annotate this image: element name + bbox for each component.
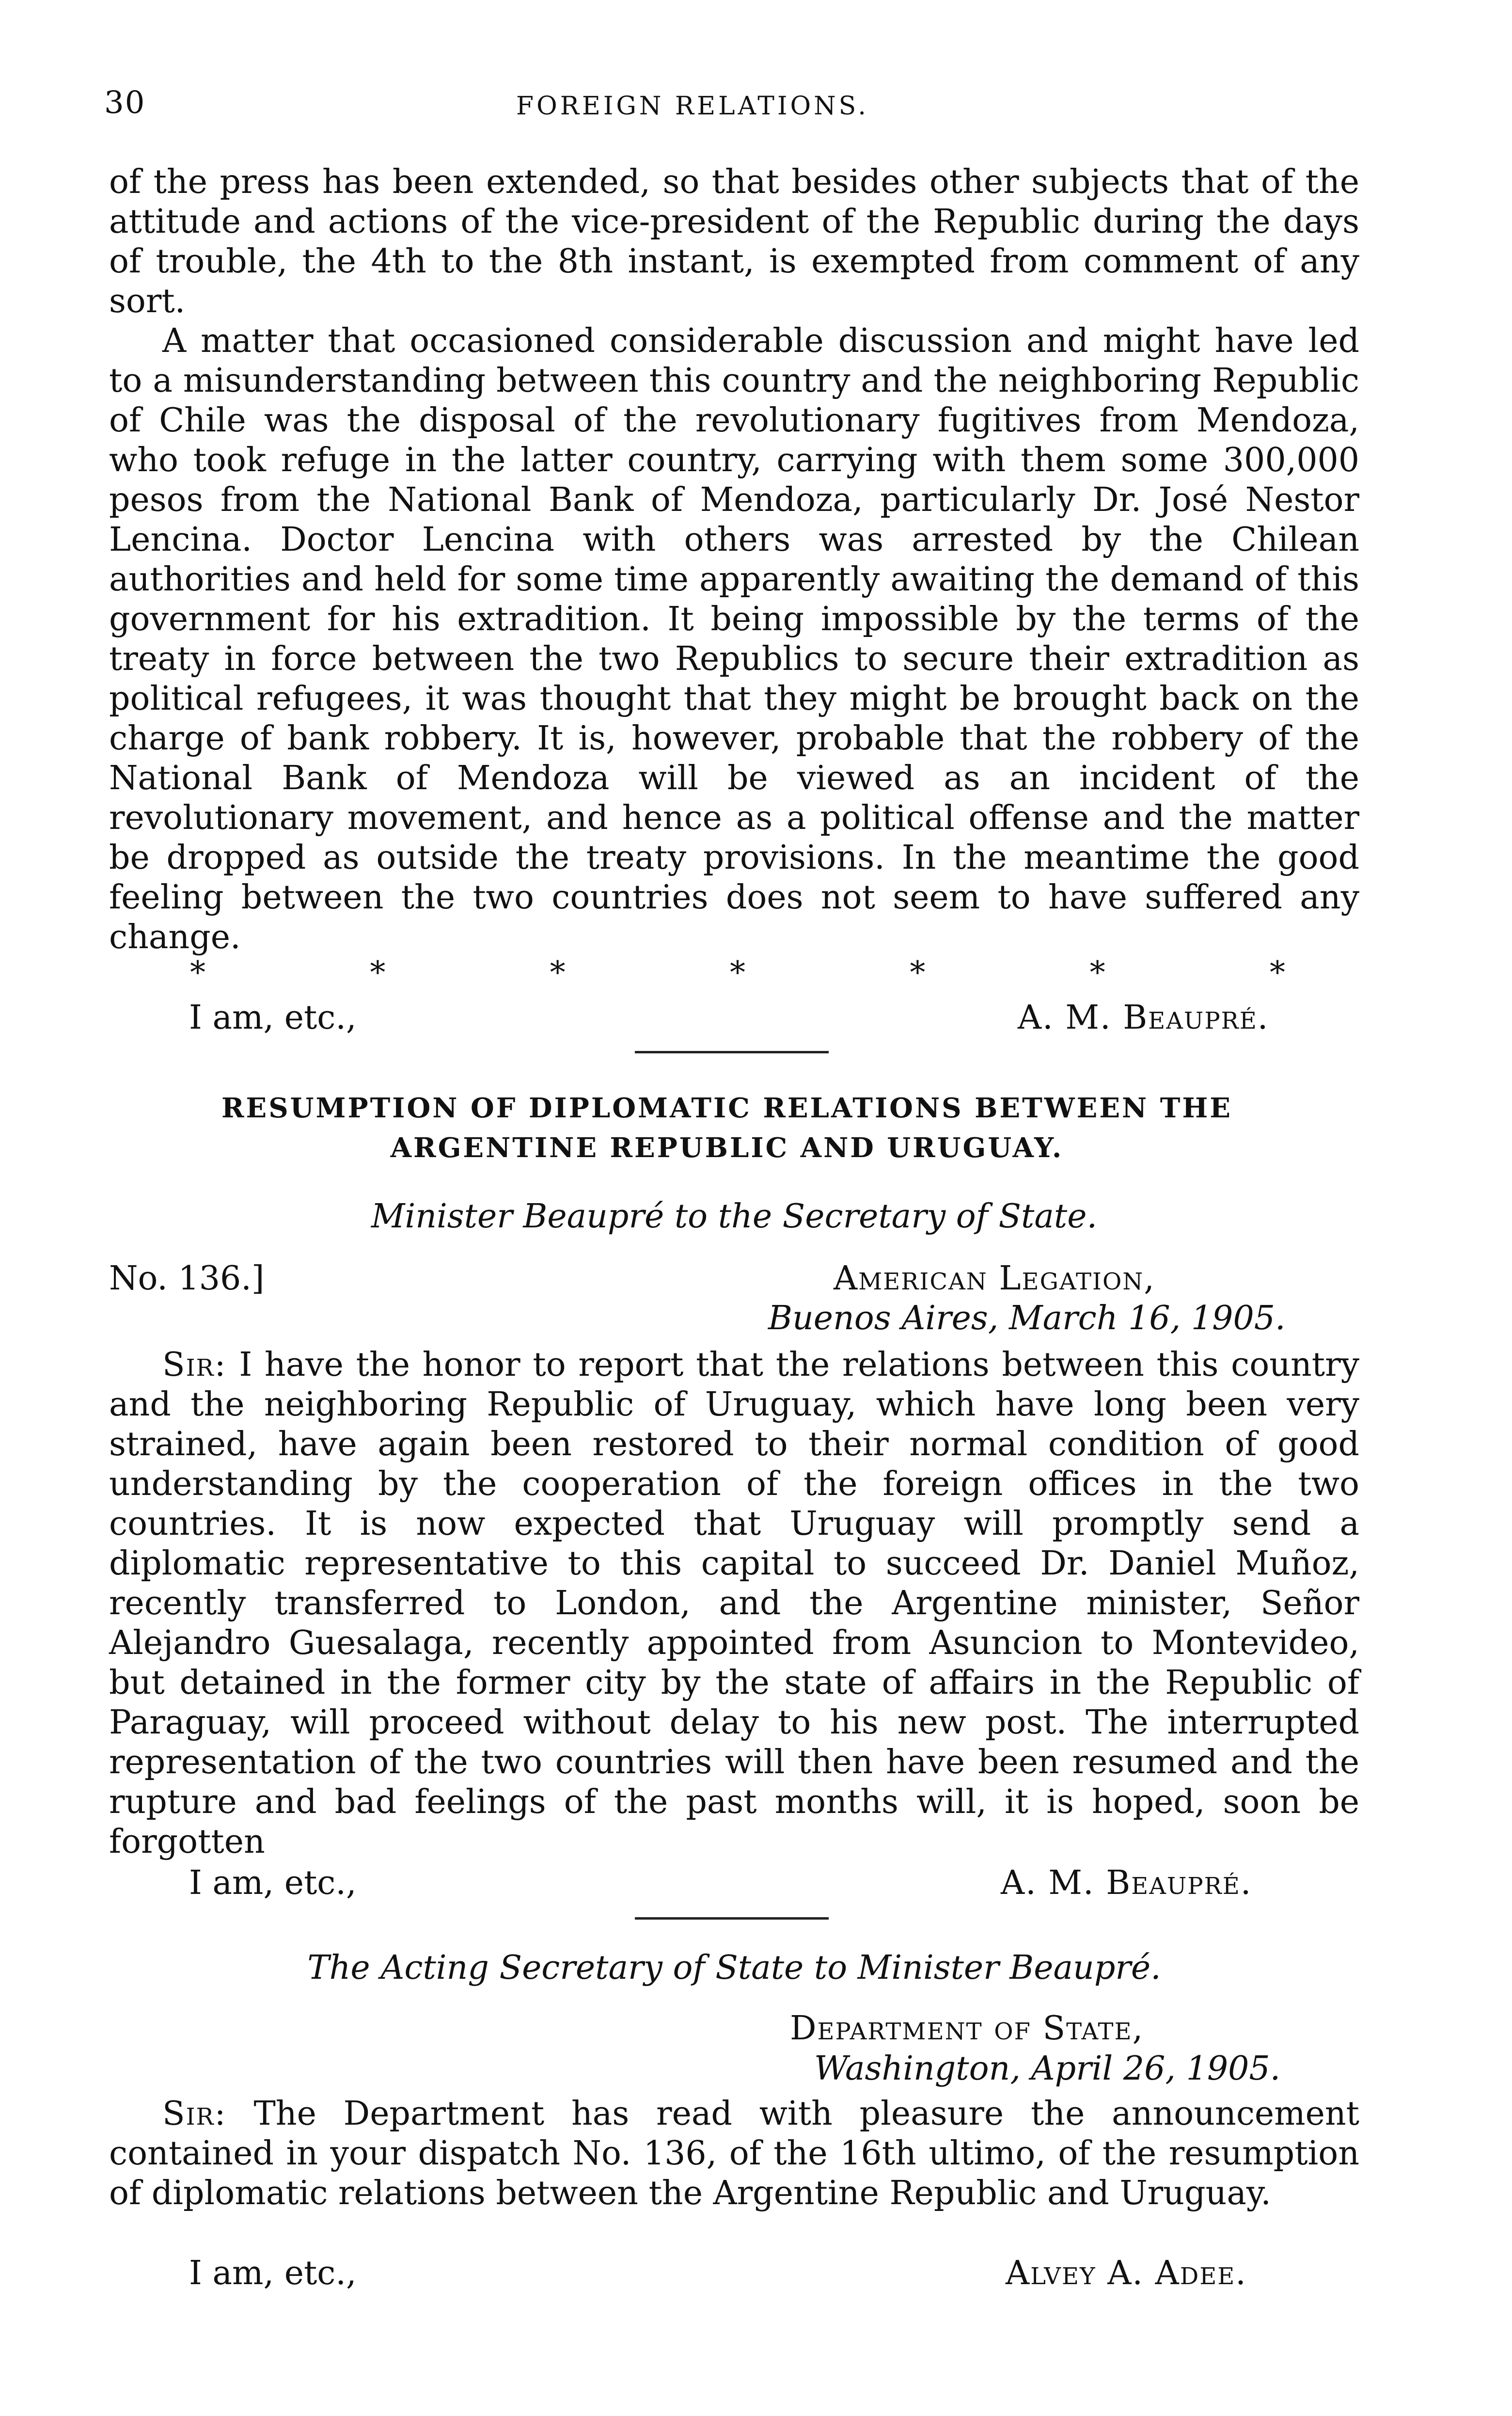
letter1-address-line1: American Legation, [834,1259,1155,1298]
salutation: Sir: [162,2095,227,2133]
separator-rule-2 [635,1917,829,1920]
closing-1: I am, etc., [189,999,357,1037]
ellipsis-stars [190,955,1285,991]
letter2-address-line1: Department of State, [790,2009,1144,2048]
star: * [729,955,745,991]
salutation: Sir: [162,1346,227,1384]
paragraph-continued: of the press has been extended, so that besides other subjects that of the attitude and actions of the vice-president of the Republic during the days of trouble, the 4th to the 8th instant, is exempted from comment of any sort. [109,163,1359,320]
star: * [910,955,926,991]
closing-3: I am, etc., [189,2254,357,2292]
running-head: FOREIGN RELATIONS. [516,92,869,121]
closing-2: I am, etc., [189,1864,357,1902]
star: * [190,955,205,991]
section-heading [145,1088,1308,1168]
letter2-address-line2: Washington, April 26, 1905. [814,2050,1281,2088]
letter1-title: Minister Beaupré to the Secretary of State. [371,1197,1098,1236]
star: * [1089,955,1105,991]
signature-1: A. M. Beaupré. [1018,999,1269,1037]
letter1-address-line2: Buenos Aires, March 16, 1905. [768,1299,1286,1337]
paragraph-chile-matter: A matter that occasioned considerable discussion and might have led to a misunderstanding between this country and the neighboring Republic of Chile was the disposal of the revolutionary fugitives from Mendoza, who took refuge in the latter country, carrying with them some 300,000 pesos from the National Bank of Mendoza, particularly Dr. José Nestor Lencina. Doctor Lencina with others was arrested by the Chilean authorities and held for some time apparently awaiting the demand of this government for his extradition. It being impossible by the terms of the treaty in force between the two Republics to secure their extradition as political refugees, it was thought that they might be brought back on the charge of bank robbery. It is, however, probable that the robbery of the National Bank of Mendoza will be viewed as an incident of the revolutionary movement, and hence as a political offense and the matter be dropped as outside the treaty provisions. In the meantime the good feeling between the two countries does not seem to have suffered any change. [109,322,1359,956]
letter1-body [109,1345,1359,1862]
signature-2: A. M. Beaupré. [1001,1864,1252,1902]
star: * [550,955,566,991]
separator-rule [635,1051,829,1053]
signature-3: Alvey A. Adee. [1006,2254,1247,2292]
letter2-text: The Department has read with pleasure the announcement contained in your dispatch No. 136, of the 16th ultimo, of the resumption of diplomatic relations between the Argentine Republic and Uruguay. [109,2095,1359,2212]
star: * [1269,955,1285,991]
letter1-text: I have the honor to report that the relations between this country and the neighboring Republic of Uruguay, which have long been very strained, have again been restored to their normal condition of good understanding by the cooperation of the foreign offices in the two countries. It is now expected that Uruguay will promptly send a diplomatic representative to this capital to succeed Dr. Daniel Muñoz, recently transferred to London, and the Argentine minister, Señor Alejandro Guesalaga, recently appointed from Asuncion to Montevideo, but detained in the former city by the state of affairs in the Republic of Paraguay, will proceed without delay to his new post. The interrupted representation of the two countries will then have been resumed and the rupture and bad feelings of the past months will, it is hoped, soon be forgotten [109,1346,1359,1861]
page-number: 30 [104,85,146,121]
page-header [104,85,1357,133]
heading-line-1: RESUMPTION OF DIPLOMATIC RELATIONS BETWEEN THE [221,1092,1232,1124]
star: * [370,955,386,991]
heading-line-2: ARGENTINE REPUBLIC AND URUGUAY. [390,1132,1064,1164]
letter2-body [109,2094,1359,2213]
section1-text [109,162,1359,957]
dispatch-number: No. 136.] [109,1259,265,1298]
letter2-title: The Acting Secretary of State to Minister Beaupré. [307,1949,1161,1987]
